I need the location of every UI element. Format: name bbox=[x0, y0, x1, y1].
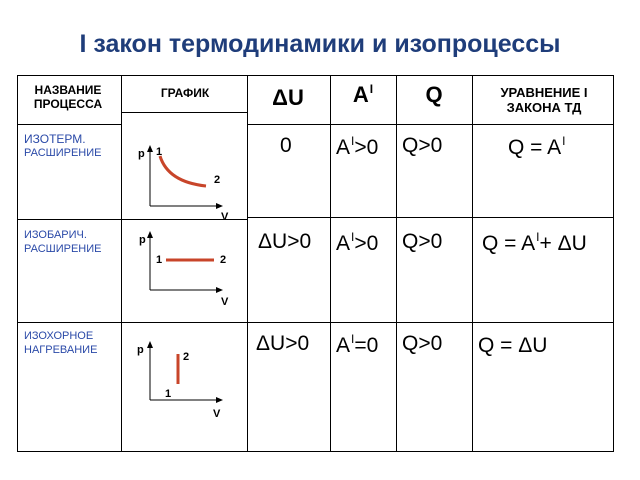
row3-point2-label: 2 bbox=[183, 351, 190, 363]
row3-v-label: V bbox=[213, 408, 221, 420]
row2-process-line2: РАСШИРЕНИЕ bbox=[24, 242, 102, 255]
row2-graph bbox=[130, 228, 230, 308]
row3-work-base: A bbox=[336, 334, 351, 357]
row2-point1-label: 1 bbox=[156, 254, 163, 266]
row2-point2-label: 2 bbox=[220, 254, 227, 266]
row1-equation bbox=[508, 134, 565, 160]
header-work-sup: I bbox=[369, 82, 374, 96]
row2-equation bbox=[482, 230, 587, 256]
header-work bbox=[334, 82, 392, 107]
row1-process-line2: РАСШИРЕНИЕ bbox=[24, 147, 102, 159]
row1-v-arrow bbox=[216, 203, 223, 209]
row1-work bbox=[336, 134, 378, 160]
row2-p-arrow bbox=[147, 231, 153, 238]
row3-process-line2: НАГРЕВАНИЕ bbox=[24, 343, 98, 356]
row1-p-arrow bbox=[147, 145, 153, 152]
row3-work bbox=[336, 332, 378, 358]
row1-isotherm-curve bbox=[160, 156, 206, 186]
row2-work-base: A bbox=[336, 232, 351, 255]
row2-eq-pre: Q = A bbox=[482, 232, 536, 255]
row2-work bbox=[336, 230, 378, 256]
row1-work-base: A bbox=[336, 136, 351, 159]
row3-process-line1: ИЗОХОРНОЕ bbox=[24, 330, 94, 342]
header-delta-u: ΔU bbox=[272, 85, 304, 110]
header-heat: Q bbox=[425, 82, 443, 107]
row2-work-rest: >0 bbox=[354, 232, 379, 255]
row3-graph bbox=[130, 334, 230, 424]
row1-v-label: V bbox=[221, 211, 229, 222]
row2-eq-sup: I bbox=[536, 230, 540, 244]
header-graph: ГРАФИК bbox=[160, 86, 210, 100]
row1-process-name bbox=[24, 132, 102, 161]
row3-eq-pre: Q = ΔU bbox=[478, 334, 548, 357]
row2-v-label: V bbox=[221, 296, 229, 308]
row3-process-name bbox=[24, 330, 97, 358]
page-title: I закон термодинамики и изопроцессы bbox=[79, 30, 561, 58]
row1-delta-u: 0 bbox=[280, 134, 292, 157]
row3-p-label: p bbox=[137, 344, 144, 356]
row2-heat: Q>0 bbox=[402, 230, 443, 253]
header-work-base: A bbox=[352, 82, 369, 107]
row2-p-label: p bbox=[139, 234, 146, 246]
header-equation: УРАВНЕНИЕ I ЗАКОНА ТД bbox=[500, 85, 588, 115]
header-process-name: НАЗВАНИЕ ПРОЦЕССА bbox=[33, 83, 103, 111]
row3-work-sup: I bbox=[351, 332, 355, 346]
row1-p-label: p bbox=[138, 148, 145, 160]
row1-process-line1: ИЗОТЕРМ. bbox=[24, 132, 86, 146]
row1-point1-label: 1 bbox=[156, 146, 163, 158]
row3-point1-label: 1 bbox=[165, 388, 172, 400]
row1-eq-pre: Q = A bbox=[508, 136, 562, 159]
row2-delta-u: ΔU>0 bbox=[258, 230, 312, 253]
row1-work-sup: I bbox=[351, 134, 355, 148]
row3-equation bbox=[478, 332, 548, 358]
row1-heat: Q>0 bbox=[402, 134, 443, 157]
row2-process-name bbox=[24, 229, 102, 257]
row2-eq-post: + ΔU bbox=[539, 232, 587, 255]
row1-graph bbox=[130, 142, 230, 222]
row3-heat: Q>0 bbox=[402, 332, 443, 355]
row2-work-sup: I bbox=[351, 230, 355, 244]
row3-delta-u: ΔU>0 bbox=[256, 332, 310, 355]
row3-v-arrow bbox=[216, 397, 223, 403]
row2-v-arrow bbox=[216, 287, 223, 293]
row3-p-arrow bbox=[147, 341, 153, 348]
row2-process-line1: ИЗОБАРИЧ. bbox=[24, 229, 87, 241]
row3-work-rest: =0 bbox=[354, 334, 379, 357]
row1-eq-sup: I bbox=[562, 134, 566, 148]
row1-point2-label: 2 bbox=[214, 174, 221, 186]
row1-work-rest: >0 bbox=[354, 136, 379, 159]
